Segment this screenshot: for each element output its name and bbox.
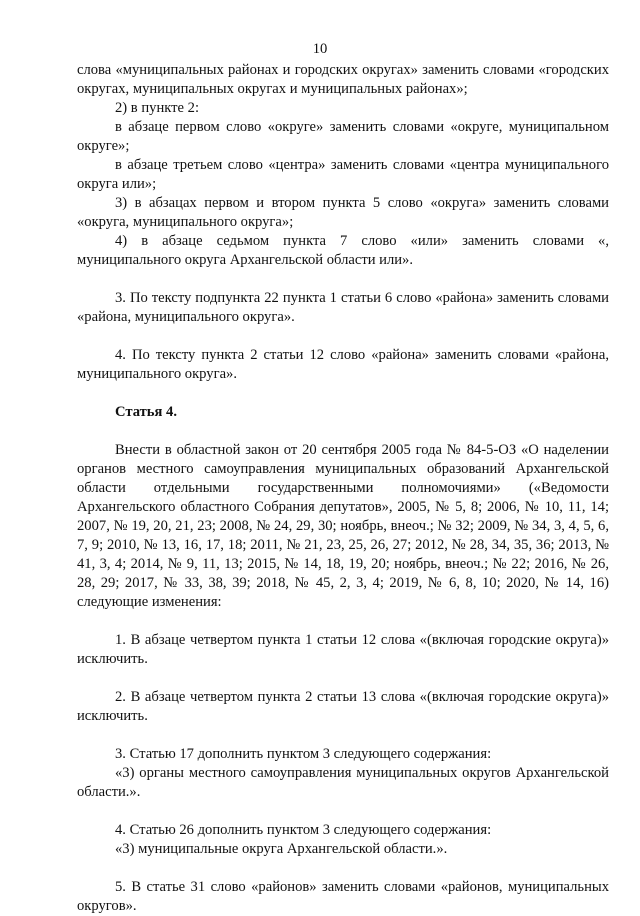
paragraph: 4) в абзаце седьмом пункта 7 слово «или» заменить словами «, муниципального округа Архангельской области или». <box>77 233 609 268</box>
paragraph: 2. В абзаце четвертом пункта 2 статьи 13 слова «(включая городские округа)» исключить. <box>77 689 609 724</box>
paragraph: 1. В абзаце четвертом пункта 1 статьи 12 слова «(включая городские округа)» исключить. <box>77 632 609 667</box>
paragraph: 4. По тексту пункта 2 статьи 12 слово «района» заменить словами «района, муниципального округа». <box>77 347 609 382</box>
paragraph: «3) муниципальные округа Архангельской области.». <box>115 841 448 857</box>
paragraph: в абзаце первом слово «округе» заменить словами «округе, муниципальном округе»; <box>77 119 609 154</box>
paragraph: 2) в пункте 2: <box>115 100 200 116</box>
paragraph: 3. Статью 17 дополнить пунктом 3 следующего содержания: <box>115 746 492 762</box>
page-number: 10 <box>312 41 328 57</box>
article-heading: Статья 4. <box>115 404 177 420</box>
paragraph: 3) в абзацах первом и втором пункта 5 слово «округа» заменить словами «округа, муниципального округа»; <box>77 195 609 230</box>
paragraph: 3. По тексту подпункта 22 пункта 1 статьи 6 слово «района» заменить словами «района, муниципального округа». <box>77 290 609 325</box>
paragraph: «3) органы местного самоуправления муниципальных округов Архангельской области.». <box>77 765 609 800</box>
paragraph: в абзаце третьем слово «центра» заменить словами «центра муниципального округа или»; <box>77 157 609 192</box>
paragraph: 5. В статье 31 слово «районов» заменить словами «районов, муниципальных округов». <box>77 879 609 914</box>
paragraph: Внести в областной закон от 20 сентября 2005 года № 84-5-ОЗ «О наделении органов местного самоуправления муниципальных образований Архангельской области отдельными государственными полномочиями» («Ведомости Архангельского областного Собрания депутатов», 2005, № 5, 8; 2006, № 10, 11, 14; 2007, № 19, 20, 21, 23; 2008, № 24, 29, 30; ноябрь, внеоч.; № 32; 2009, № 34, 3, 4, 5, 6, 7, 9; 2010, № 13, 16, 17, 18; 2011, № 21, 23, 25, 26, 27; 2012, № 28, 34, 35, 36; 2013, № 41, 3, 4; 2014, № 9, 11, 13; 2015, № 14, 18, 19, 20; ноябрь, внеоч.; № 22; 2016, № 26, 28, 29; 2017, № 33, 38, 39; 2018, № 45, 2, 3, 4; 2019, № 6, 8, 10; 2020, № 14, 16) следующие изменения: <box>77 442 609 610</box>
paragraph: слова «муниципальных районах и городских округах» заменить словами «городских округах, муниципальных округах и муниципальных районах»; <box>77 62 609 97</box>
paragraph: 4. Статью 26 дополнить пунктом 3 следующего содержания: <box>115 822 492 838</box>
document-body <box>77 61 609 916</box>
